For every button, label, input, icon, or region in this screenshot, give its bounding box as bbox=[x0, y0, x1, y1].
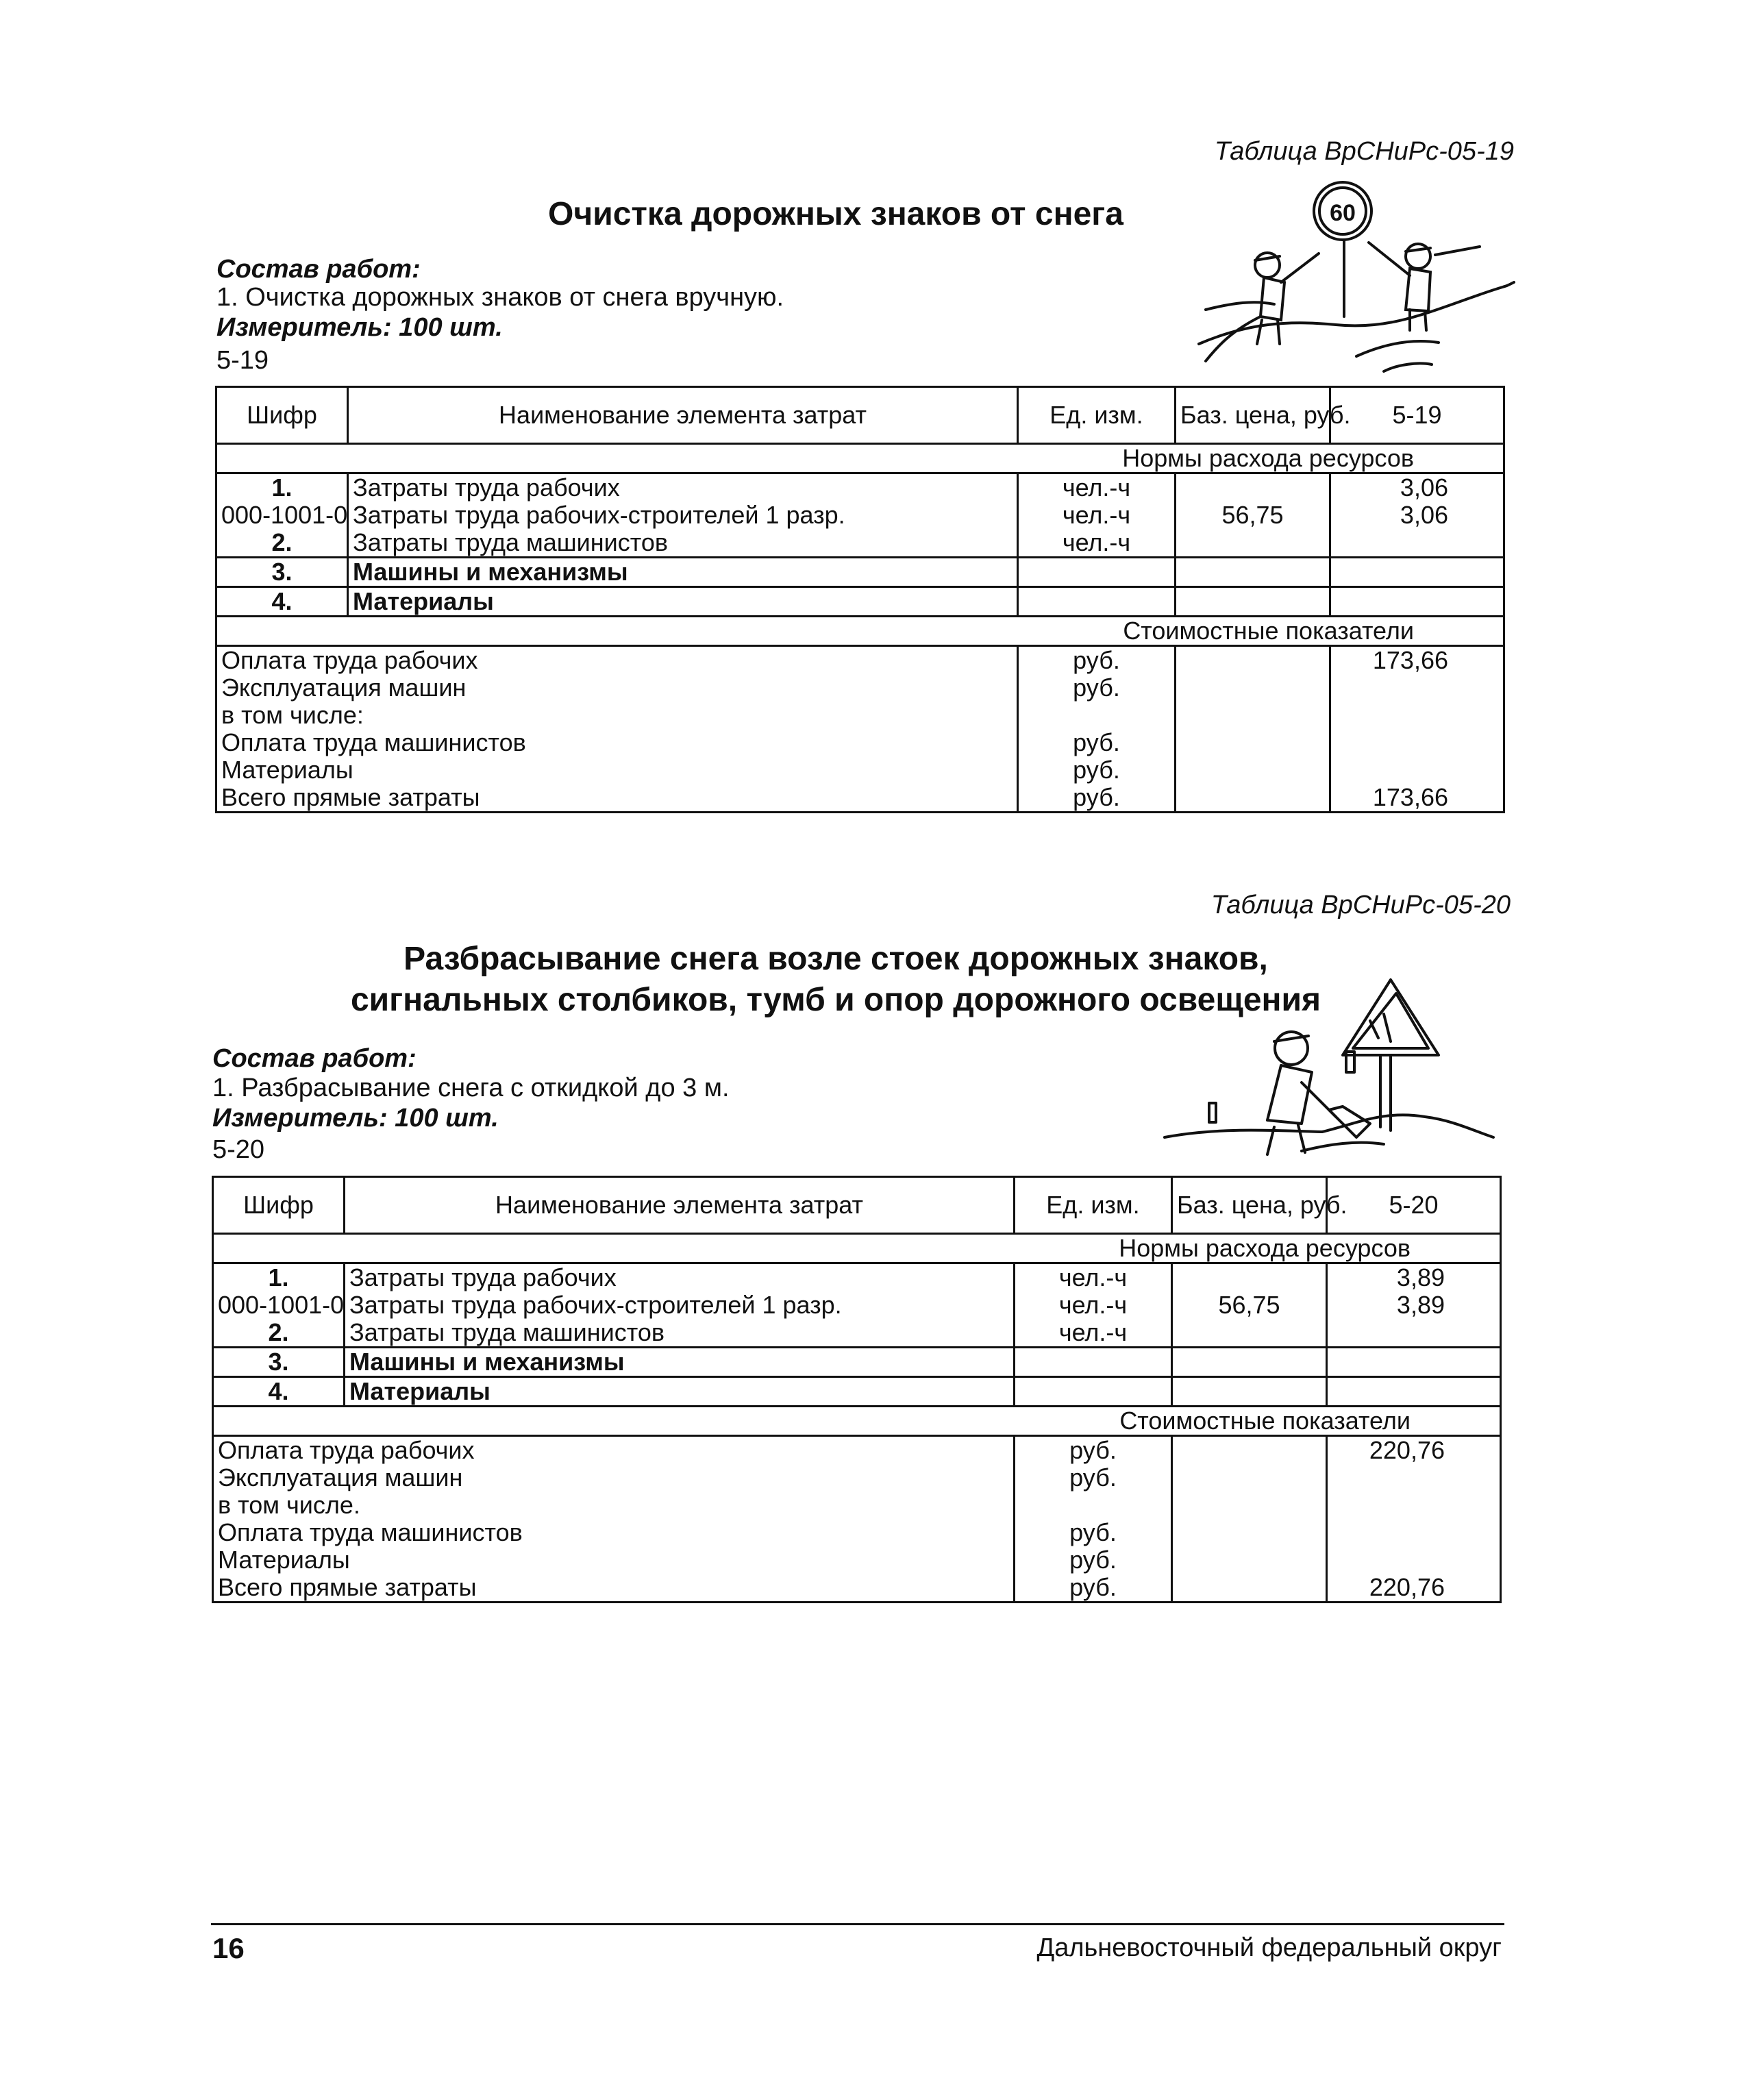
cost-unit: руб. bbox=[1015, 1519, 1172, 1546]
row-name: Машины и механизмы bbox=[345, 1348, 1015, 1377]
header-column: 5-19 bbox=[1330, 387, 1504, 444]
row-price bbox=[1176, 529, 1330, 558]
cost-value bbox=[1330, 729, 1504, 756]
meter-label: Измеритель: 100 шт. bbox=[216, 313, 503, 342]
header-unit: Ед. изм. bbox=[1018, 387, 1176, 444]
row-name: Затраты труда рабочих bbox=[345, 1263, 1015, 1292]
cost-price bbox=[1172, 1464, 1327, 1492]
cost-unit: руб. bbox=[1015, 1464, 1172, 1492]
cost-value: 173,66 bbox=[1330, 646, 1504, 675]
cost-value bbox=[1327, 1519, 1501, 1546]
cost-price bbox=[1176, 784, 1330, 813]
section-title-line-1: Разбрасывание снега возле стоек дорожных знаков, bbox=[403, 941, 1268, 977]
composition-label: Состав работ: bbox=[212, 1044, 417, 1073]
table-row bbox=[213, 1291, 1501, 1319]
row-name: Материалы bbox=[345, 1377, 1015, 1407]
row-value: 3,06 bbox=[1330, 502, 1504, 529]
cost-value: 220,76 bbox=[1327, 1436, 1501, 1465]
table-row bbox=[213, 1348, 1501, 1377]
row-price bbox=[1176, 473, 1330, 502]
footer-divider bbox=[211, 1923, 1504, 1925]
row-value bbox=[1330, 587, 1504, 617]
row-value bbox=[1327, 1319, 1501, 1348]
row-name: Затраты труда рабочих bbox=[348, 473, 1018, 502]
cost-unit: руб. bbox=[1015, 1546, 1172, 1574]
norms-section-title: Нормы расхода ресурсов bbox=[213, 1234, 1501, 1263]
row-code: 4. bbox=[216, 587, 348, 617]
row-name: Машины и механизмы bbox=[348, 558, 1018, 587]
row-code: 000-1001-0 bbox=[216, 502, 348, 529]
cost-value bbox=[1327, 1546, 1501, 1574]
row-unit: чел.-ч bbox=[1018, 473, 1176, 502]
cost-name: Эксплуатация машин bbox=[216, 674, 1018, 702]
cost-row bbox=[216, 784, 1504, 813]
cost-unit: руб. bbox=[1018, 674, 1176, 702]
cost-row bbox=[216, 729, 1504, 756]
row-unit: чел.-ч bbox=[1018, 502, 1176, 529]
table-reference: Таблица ВрСНиРс-05-19 bbox=[1214, 137, 1514, 166]
cost-value: 173,66 bbox=[1330, 784, 1504, 813]
row-value: 3,89 bbox=[1327, 1291, 1501, 1319]
cost-row bbox=[213, 1574, 1501, 1603]
cost-name: Всего прямые затраты bbox=[213, 1574, 1015, 1603]
composition-label: Состав работ: bbox=[216, 255, 421, 284]
row-unit bbox=[1015, 1348, 1172, 1377]
row-price bbox=[1176, 558, 1330, 587]
cost-name: Эксплуатация машин bbox=[213, 1464, 1015, 1492]
row-unit bbox=[1018, 558, 1176, 587]
header-code: Шифр bbox=[216, 387, 348, 444]
cost-price bbox=[1176, 729, 1330, 756]
table-row bbox=[216, 587, 1504, 617]
row-code: 3. bbox=[216, 558, 348, 587]
header-name: Наименование элемента затрат bbox=[345, 1177, 1015, 1234]
cost-value bbox=[1330, 702, 1504, 729]
cost-name: Оплата труда рабочих bbox=[216, 646, 1018, 675]
row-name: Затраты труда машинистов bbox=[348, 529, 1018, 558]
cost-row bbox=[213, 1464, 1501, 1492]
row-price bbox=[1172, 1263, 1327, 1292]
cost-name: Оплата труда машинистов bbox=[216, 729, 1018, 756]
table-row bbox=[213, 1263, 1501, 1292]
table-row bbox=[216, 529, 1504, 558]
header-price: Баз. цена, руб. bbox=[1176, 387, 1330, 444]
table-row bbox=[216, 558, 1504, 587]
header-name: Наименование элемента затрат bbox=[348, 387, 1018, 444]
table-code: 5-20 bbox=[212, 1135, 265, 1164]
cost-name: в том числе. bbox=[213, 1492, 1015, 1519]
cost-price bbox=[1172, 1436, 1327, 1465]
row-value bbox=[1330, 558, 1504, 587]
row-name: Материалы bbox=[348, 587, 1018, 617]
page-number: 16 bbox=[212, 1932, 245, 1964]
cost-price bbox=[1172, 1546, 1327, 1574]
cost-row bbox=[216, 756, 1504, 784]
cost-row bbox=[216, 646, 1504, 675]
cost-value bbox=[1330, 674, 1504, 702]
table-row bbox=[213, 1377, 1501, 1407]
header-unit: Ед. изм. bbox=[1015, 1177, 1172, 1234]
cost-unit: руб. bbox=[1018, 646, 1176, 675]
row-code: 1. bbox=[213, 1263, 345, 1292]
cost-value: 220,76 bbox=[1327, 1574, 1501, 1603]
row-unit bbox=[1015, 1377, 1172, 1407]
row-name: Затраты труда машинистов bbox=[345, 1319, 1015, 1348]
workers-cleaning-sign-illustration bbox=[1192, 180, 1521, 378]
row-price bbox=[1172, 1319, 1327, 1348]
row-price: 56,75 bbox=[1172, 1291, 1327, 1319]
cost-name: Оплата труда машинистов bbox=[213, 1519, 1015, 1546]
cost-row bbox=[216, 702, 1504, 729]
cost-value bbox=[1327, 1464, 1501, 1492]
header-price: Баз. цена, руб. bbox=[1172, 1177, 1327, 1234]
cost-row bbox=[213, 1492, 1501, 1519]
row-code: 2. bbox=[213, 1319, 345, 1348]
cost-price bbox=[1172, 1492, 1327, 1519]
cost-price bbox=[1176, 674, 1330, 702]
row-unit bbox=[1018, 587, 1176, 617]
row-value bbox=[1327, 1377, 1501, 1407]
row-value bbox=[1330, 529, 1504, 558]
row-code: 000-1001-0 bbox=[213, 1291, 345, 1319]
worker-shoveling-snow-illustration bbox=[1165, 973, 1500, 1172]
cost-section-title: Стоимостные показатели bbox=[216, 617, 1504, 646]
norms-section-title: Нормы расхода ресурсов bbox=[216, 444, 1504, 473]
cost-name: Всего прямые затраты bbox=[216, 784, 1018, 813]
row-code: 1. bbox=[216, 473, 348, 502]
table-row bbox=[213, 1319, 1501, 1348]
cost-value bbox=[1330, 756, 1504, 784]
table-code: 5-19 bbox=[216, 346, 269, 375]
cost-price bbox=[1176, 756, 1330, 784]
cost-unit bbox=[1018, 702, 1176, 729]
region-name: Дальневосточный федеральный округ bbox=[1036, 1933, 1502, 1962]
cost-unit bbox=[1015, 1492, 1172, 1519]
cost-price bbox=[1176, 702, 1330, 729]
row-unit: чел.-ч bbox=[1015, 1291, 1172, 1319]
meter-label: Измеритель: 100 шт. bbox=[212, 1104, 499, 1133]
header-code: Шифр bbox=[213, 1177, 345, 1234]
composition-item: 1. Очистка дорожных знаков от снега вручную. bbox=[216, 283, 784, 312]
cost-price bbox=[1172, 1519, 1327, 1546]
header-column: 5-20 bbox=[1327, 1177, 1501, 1234]
cost-unit: руб. bbox=[1015, 1574, 1172, 1603]
cost-price bbox=[1172, 1574, 1327, 1603]
cost-row bbox=[213, 1519, 1501, 1546]
row-price bbox=[1176, 587, 1330, 617]
cost-price bbox=[1176, 646, 1330, 675]
cost-value bbox=[1327, 1492, 1501, 1519]
row-unit: чел.-ч bbox=[1015, 1319, 1172, 1348]
cost-name: Материалы bbox=[216, 756, 1018, 784]
cost-row bbox=[213, 1436, 1501, 1465]
cost-unit: руб. bbox=[1018, 756, 1176, 784]
cost-name: Материалы bbox=[213, 1546, 1015, 1574]
section-title: Очистка дорожных знаков от снега bbox=[548, 196, 1123, 232]
row-value: 3,89 bbox=[1327, 1263, 1501, 1292]
cost-row bbox=[213, 1546, 1501, 1574]
speed-sign-label: 60 bbox=[1330, 200, 1356, 226]
cost-row bbox=[216, 674, 1504, 702]
table-row bbox=[216, 473, 1504, 502]
row-unit: чел.-ч bbox=[1015, 1263, 1172, 1292]
row-code: 4. bbox=[213, 1377, 345, 1407]
row-name: Затраты труда рабочих-строителей 1 разр. bbox=[345, 1291, 1015, 1319]
composition-item: 1. Разбрасывание снега с откидкой до 3 м. bbox=[212, 1074, 730, 1102]
cost-table-5-20 bbox=[212, 1176, 1502, 1603]
cost-name: в том числе: bbox=[216, 702, 1018, 729]
row-price: 56,75 bbox=[1176, 502, 1330, 529]
row-value: 3,06 bbox=[1330, 473, 1504, 502]
cost-name: Оплата труда рабочих bbox=[213, 1436, 1015, 1465]
row-name: Затраты труда рабочих-строителей 1 разр. bbox=[348, 502, 1018, 529]
table-reference: Таблица ВрСНиРс-05-20 bbox=[1210, 891, 1511, 919]
row-value bbox=[1327, 1348, 1501, 1377]
section-title-line-2: сигнальных столбиков, тумб и опор дорожного освещения bbox=[350, 982, 1321, 1018]
row-code: 2. bbox=[216, 529, 348, 558]
row-unit: чел.-ч bbox=[1018, 529, 1176, 558]
table-row bbox=[216, 502, 1504, 529]
cost-section-title: Стоимостные показатели bbox=[213, 1407, 1501, 1436]
row-price bbox=[1172, 1377, 1327, 1407]
row-code: 3. bbox=[213, 1348, 345, 1377]
cost-table-5-19 bbox=[215, 386, 1505, 813]
cost-unit: руб. bbox=[1018, 729, 1176, 756]
cost-unit: руб. bbox=[1015, 1436, 1172, 1465]
cost-unit: руб. bbox=[1018, 784, 1176, 813]
row-price bbox=[1172, 1348, 1327, 1377]
